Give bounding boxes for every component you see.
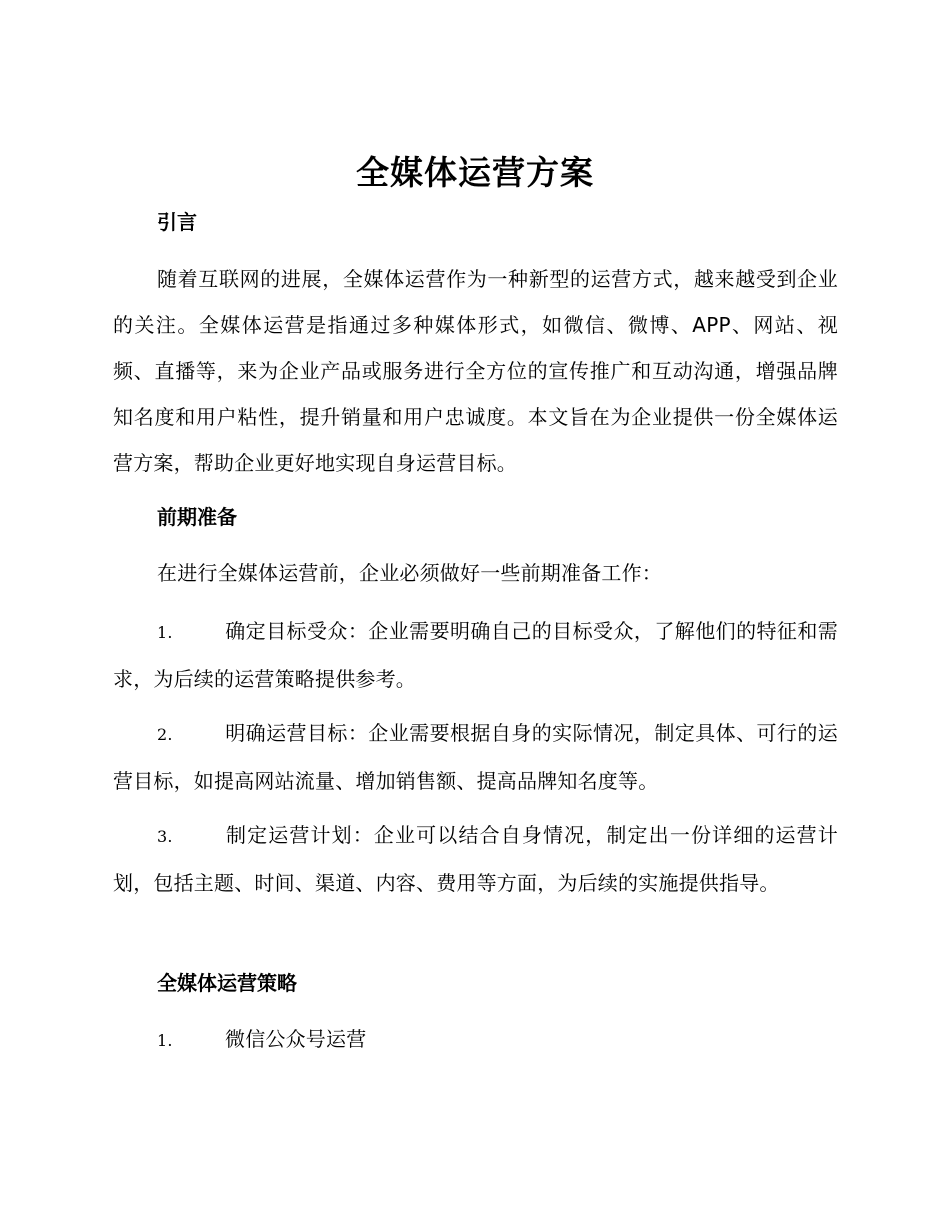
list-item-text: 制定运营计划：企业可以结合自身情况，制定出一份详细的运营计划，包括主题、时间、渠道、内容、费用等方面，为后续的实施提供指导。 [113, 823, 838, 895]
section-heading-intro: 引言 [157, 210, 197, 234]
list-number: 1. [157, 1031, 173, 1050]
section-heading-preparation: 前期准备 [157, 505, 237, 529]
preparation-list-item-3 [113, 812, 838, 906]
list-number: 3. [157, 827, 173, 846]
list-number: 2. [157, 725, 173, 744]
preparation-paragraph: 在进行全媒体运营前，企业必须做好一些前期准备工作： [157, 561, 662, 585]
intro-paragraph: 随着互联网的进展，全媒体运营作为一种新型的运营方式，越来越受到企业的关注。全媒体运营是指通过多种媒体形式，如微信、微博、APP、网站、视频、直播等，来为企业产品或服务进行全方位的宣传推广和互动沟通，增强品牌知名度和用户粘性，提升销量和用户忠诚度。本文旨在为企业提供一份全媒体运营方案，帮助企业更好地实现自身运营目标。 [113, 267, 838, 475]
strategy-list-item-1 [113, 1016, 838, 1064]
list-item-text: 明确运营目标：企业需要根据自身的实际情况，制定具体、可行的运营目标，如提高网站流量、增加销售额、提高品牌知名度等。 [113, 721, 838, 793]
list-number: 1. [157, 623, 173, 642]
preparation-list-item-2 [113, 710, 838, 804]
preparation-list-item-1 [113, 608, 838, 702]
section-heading-strategy: 全媒体运营策略 [157, 971, 297, 995]
list-item-text: 确定目标受众：企业需要明确自己的目标受众，了解他们的特征和需求，为后续的运营策略提供参考。 [113, 619, 838, 691]
list-item-text: 微信公众号运营 [225, 1027, 367, 1051]
document-title: 全媒体运营方案 [356, 153, 594, 192]
